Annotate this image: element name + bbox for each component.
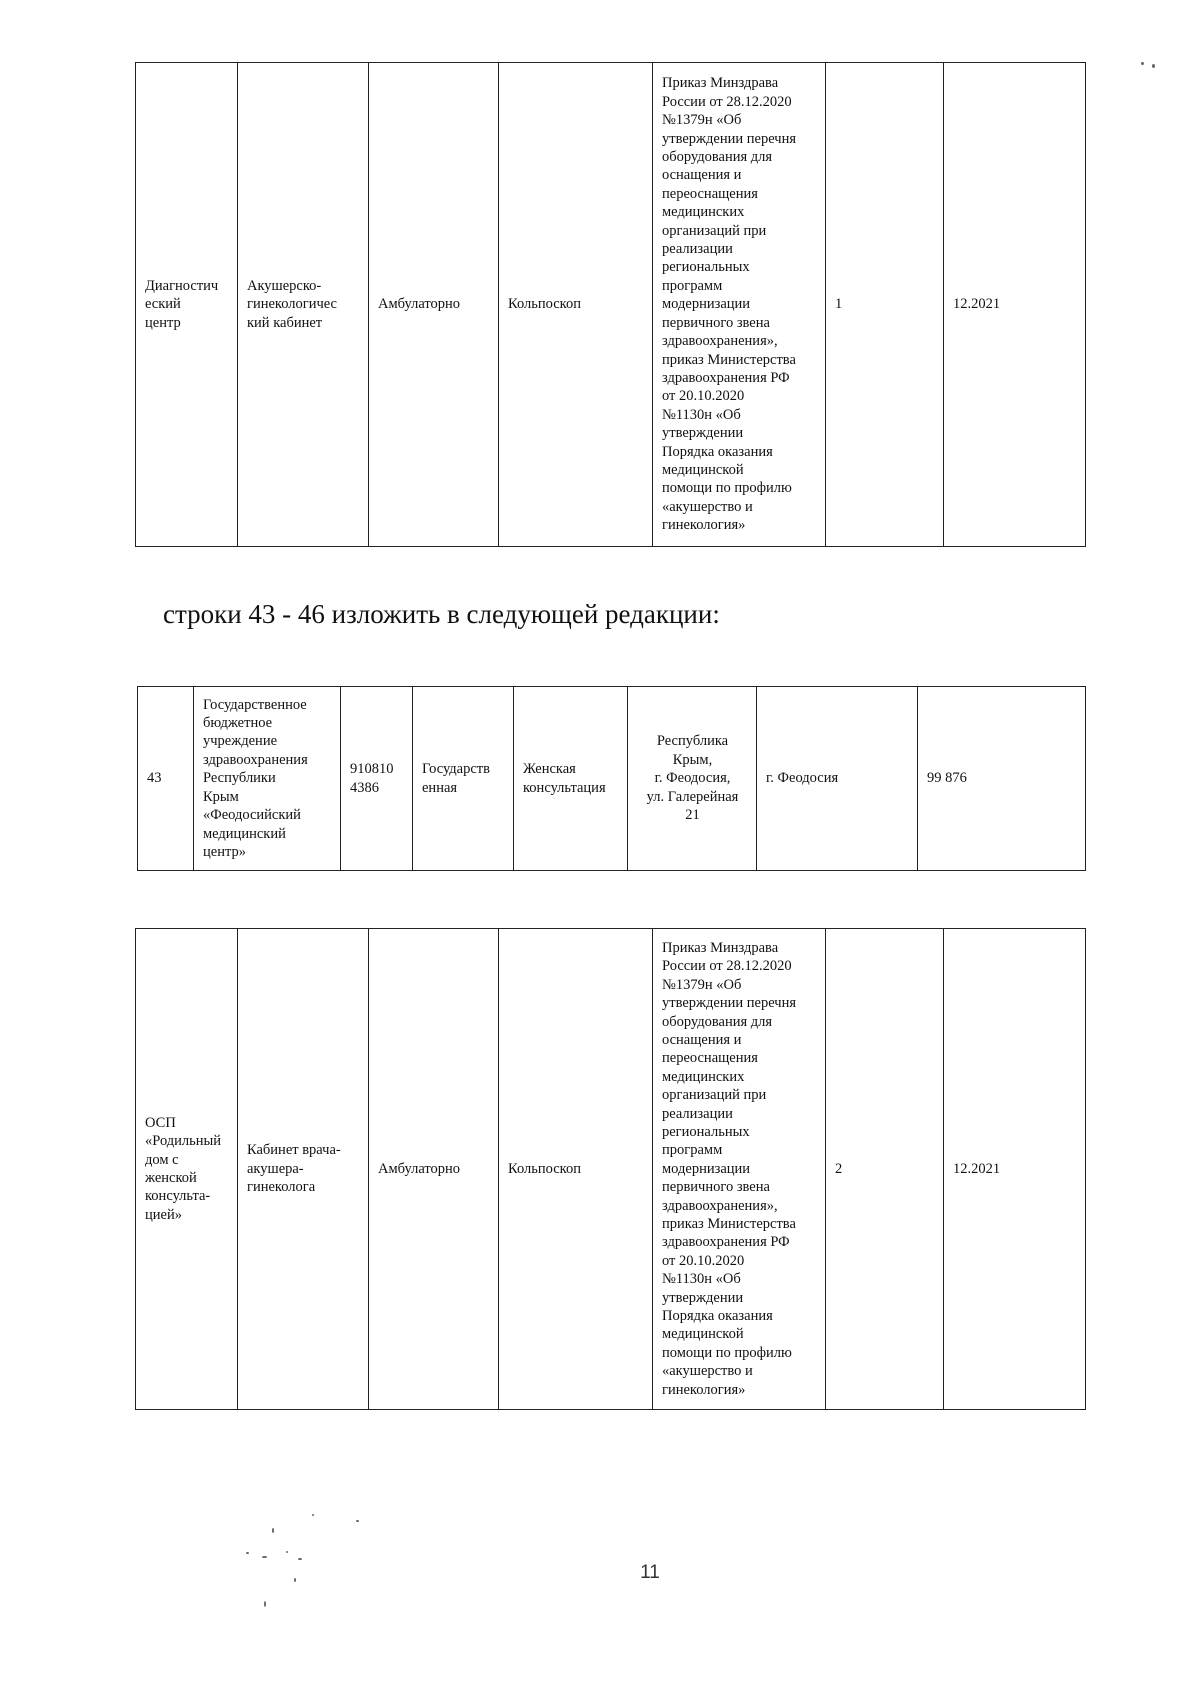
organization-table xyxy=(137,686,1086,871)
equipment-name-cell: Кольпоскоп xyxy=(499,63,653,547)
department-cell: Диагностич еский центр xyxy=(136,63,238,547)
address-cell: Республика Крым, г. Феодосия, ул. Галерейная 21 xyxy=(628,687,757,871)
equipment-table-top xyxy=(135,62,1086,547)
inn-cell: 910810 4386 xyxy=(341,687,413,871)
table-row xyxy=(138,687,1086,871)
page-number: 11 xyxy=(640,1562,660,1583)
amendment-heading: строки 43 - 46 изложить в следующей редакции: xyxy=(163,599,720,629)
care-conditions-cell: Амбулаторно xyxy=(369,929,499,1410)
table-row xyxy=(136,63,1086,547)
row-number-cell: 43 xyxy=(138,687,194,871)
table-row xyxy=(136,929,1086,1410)
room-cell: Кабинет врача- акушера- гинеколога xyxy=(238,929,369,1410)
date-cell: 12.2021 xyxy=(944,929,1086,1410)
quantity-cell: 1 xyxy=(826,63,944,547)
legal-basis-cell: Приказ Минздрава России от 28.12.2020 №1379н «Об утверждении перечня оборудования для оснащения и переоснащения медицинских организаций при реализации региональных программ модернизации первичного звена здравоохранения», приказ Министерства здравоохранения РФ от 20.10.2020 №1130н «Об утверждении Порядка оказания медицинской помощи по профилю «акушерство и гинекология» xyxy=(653,929,826,1410)
department-cell: ОСП «Родильный дом с женской консульта- цией» xyxy=(136,929,238,1410)
quantity-cell: 2 xyxy=(826,929,944,1410)
care-conditions-cell: Амбулаторно xyxy=(369,63,499,547)
equipment-table-bottom xyxy=(135,928,1086,1410)
organization-name-cell: Государственное бюджетное учреждение здравоохранения Республики Крым «Феодосийский медицинский центр» xyxy=(194,687,341,871)
equipment-name-cell: Кольпоскоп xyxy=(499,929,653,1410)
unit-type-cell: Женская консультация xyxy=(514,687,628,871)
legal-basis-cell: Приказ Минздрава России от 28.12.2020 №1379н «Об утверждении перечня оборудования для оснащения и переоснащения медицинских организаций при реализации региональных программ модернизации первичного звена здравоохранения», приказ Министерства здравоохранения РФ от 20.10.2020 №1130н «Об утверждении Порядка оказания медицинской помощи по профилю «акушерство и гинекология» xyxy=(653,63,826,547)
room-cell: Акушерско- гинекологичес кий кабинет xyxy=(238,63,369,547)
ownership-cell: Государств енная xyxy=(413,687,514,871)
locality-cell: г. Феодосия xyxy=(757,687,918,871)
population-cell: 99 876 xyxy=(918,687,1086,871)
date-cell: 12.2021 xyxy=(944,63,1086,547)
